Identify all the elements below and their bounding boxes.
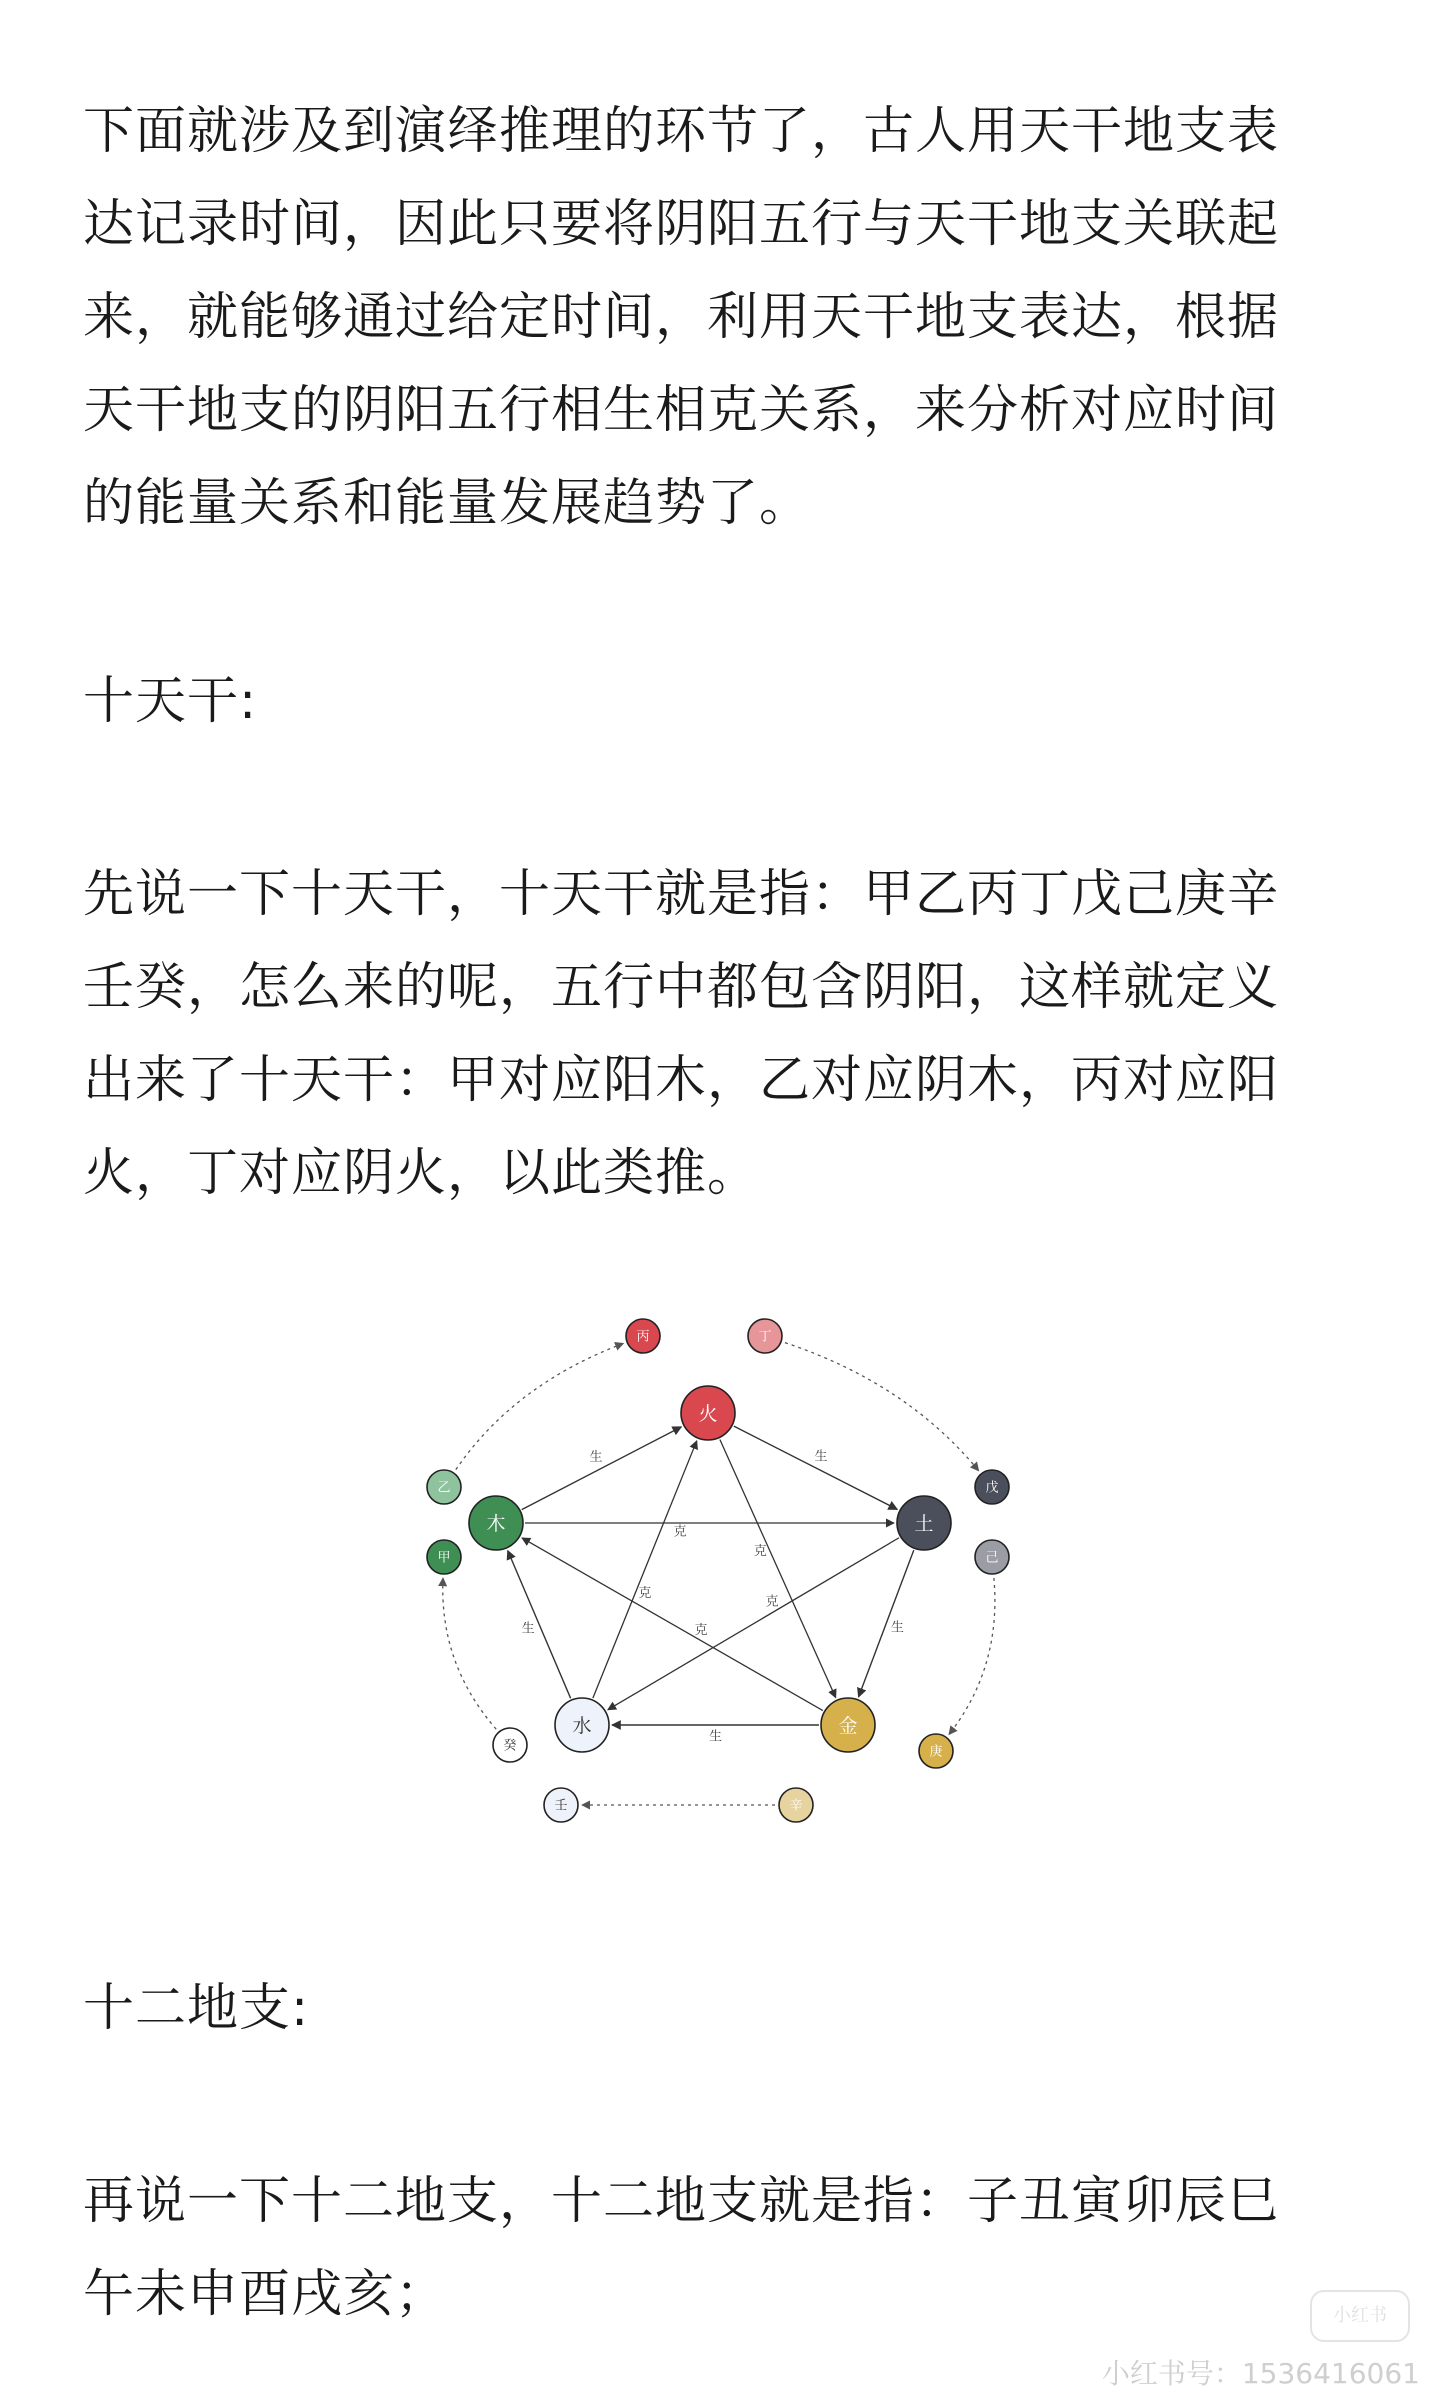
stems-line: 先说一下十天干，十天干就是指：甲乙丙丁戊己庚辛 — [83, 865, 1280, 924]
ke-label: 克 — [765, 1594, 779, 1610]
sheng-arrow-fire-earth — [734, 1426, 897, 1509]
sheng-label: 生 — [589, 1450, 603, 1466]
sheng-label: 生 — [708, 1729, 723, 1745]
sheng-arrow-water-wood — [508, 1551, 571, 1699]
stems-line: 火，丁对应阴火，以此类推。 — [83, 1144, 760, 1203]
stem-node-geng — [919, 1734, 953, 1768]
stem-node-jia — [427, 1540, 461, 1574]
branches-line: 再说一下十二地支，十二地支就是指：子丑寅卯辰巳 — [83, 2172, 1280, 2231]
node-label: 己 — [985, 1550, 999, 1566]
ke-arrow-earth-water — [608, 1538, 899, 1710]
intro-line: 的能量关系和能量发展趋势了。 — [83, 474, 812, 533]
ke-arrow-metal-wood — [522, 1538, 823, 1711]
intro-line: 下面就涉及到演绎推理的环节了，古人用天干地支表 — [83, 102, 1280, 161]
node-label: 水 — [572, 1715, 592, 1737]
branches-line: 午未申酉戌亥； — [83, 2265, 448, 2324]
intro-line: 天干地支的阴阳五行相生相克关系，来分析对应时间 — [83, 381, 1280, 440]
element-node-metal — [821, 1698, 875, 1752]
stems-line: 壬癸，怎么来的呢，五行中都包含阴阳，这样就定义 — [83, 958, 1280, 1017]
stem-node-yi — [427, 1470, 461, 1504]
sheng-arrow-wood-fire — [522, 1427, 682, 1510]
stem-node-ji — [975, 1540, 1009, 1574]
watermark-account-id: 小红书号：1536416061 — [1101, 2357, 1420, 2390]
node-label: 丁 — [758, 1329, 772, 1345]
node-label: 癸 — [503, 1738, 517, 1754]
node-label: 戊 — [985, 1480, 999, 1496]
element-node-earth — [897, 1496, 951, 1550]
node-label: 土 — [914, 1513, 934, 1535]
element-node-water — [555, 1698, 609, 1752]
ke-arrow-water-fire — [593, 1441, 697, 1698]
ke-label: 克 — [638, 1585, 652, 1601]
stem-node-ren — [544, 1788, 578, 1822]
five-elements-diagram — [410, 1300, 1030, 1860]
node-label: 辛 — [789, 1798, 803, 1814]
stem-node-ding — [748, 1319, 782, 1353]
sheng-label: 生 — [814, 1449, 828, 1465]
element-node-fire — [681, 1386, 735, 1440]
intro-line: 达记录时间，因此只要将阴阳五行与天干地支关联起 — [83, 195, 1280, 254]
ke-label: 克 — [673, 1524, 687, 1540]
node-label: 乙 — [437, 1480, 451, 1496]
node-label: 壬 — [554, 1798, 568, 1814]
node-label: 庚 — [929, 1744, 943, 1760]
element-node-wood — [469, 1496, 523, 1550]
ke-arrow-fire-metal — [720, 1439, 836, 1697]
paragraph-intro — [83, 85, 1363, 550]
stem-node-bing — [626, 1319, 660, 1353]
sheng-arrow-earth-metal — [859, 1550, 914, 1697]
node-label: 甲 — [437, 1550, 451, 1566]
node-label: 木 — [486, 1513, 506, 1535]
heading-earthly-branches: 十二地支: — [83, 1979, 310, 2038]
paragraph-earthly-branches — [83, 2155, 1363, 2341]
stem-flow-ji-geng — [949, 1578, 995, 1735]
stem-flow-gui-jia — [443, 1578, 496, 1729]
node-label: 火 — [698, 1403, 718, 1425]
node-label: 丙 — [636, 1329, 650, 1345]
intro-line: 来，就能够通过给定时间，利用天干地支表达，根据 — [83, 288, 1280, 347]
stem-node-xin — [779, 1788, 813, 1822]
paragraph-heavenly-stems — [83, 848, 1363, 1220]
sheng-label: 生 — [890, 1620, 904, 1636]
node-label: 金 — [838, 1715, 858, 1737]
ke-label: 克 — [694, 1622, 708, 1638]
sheng-label: 生 — [521, 1621, 535, 1637]
stems-line: 出来了十天干：甲对应阳木，乙对应阴木，丙对应阳 — [83, 1051, 1280, 1110]
watermark-logo: 小红书 — [1310, 2290, 1410, 2342]
heading-heavenly-stems: 十天干: — [83, 672, 258, 731]
stem-node-wu — [975, 1470, 1009, 1504]
stem-node-gui — [493, 1728, 527, 1762]
ke-label: 克 — [753, 1544, 767, 1560]
